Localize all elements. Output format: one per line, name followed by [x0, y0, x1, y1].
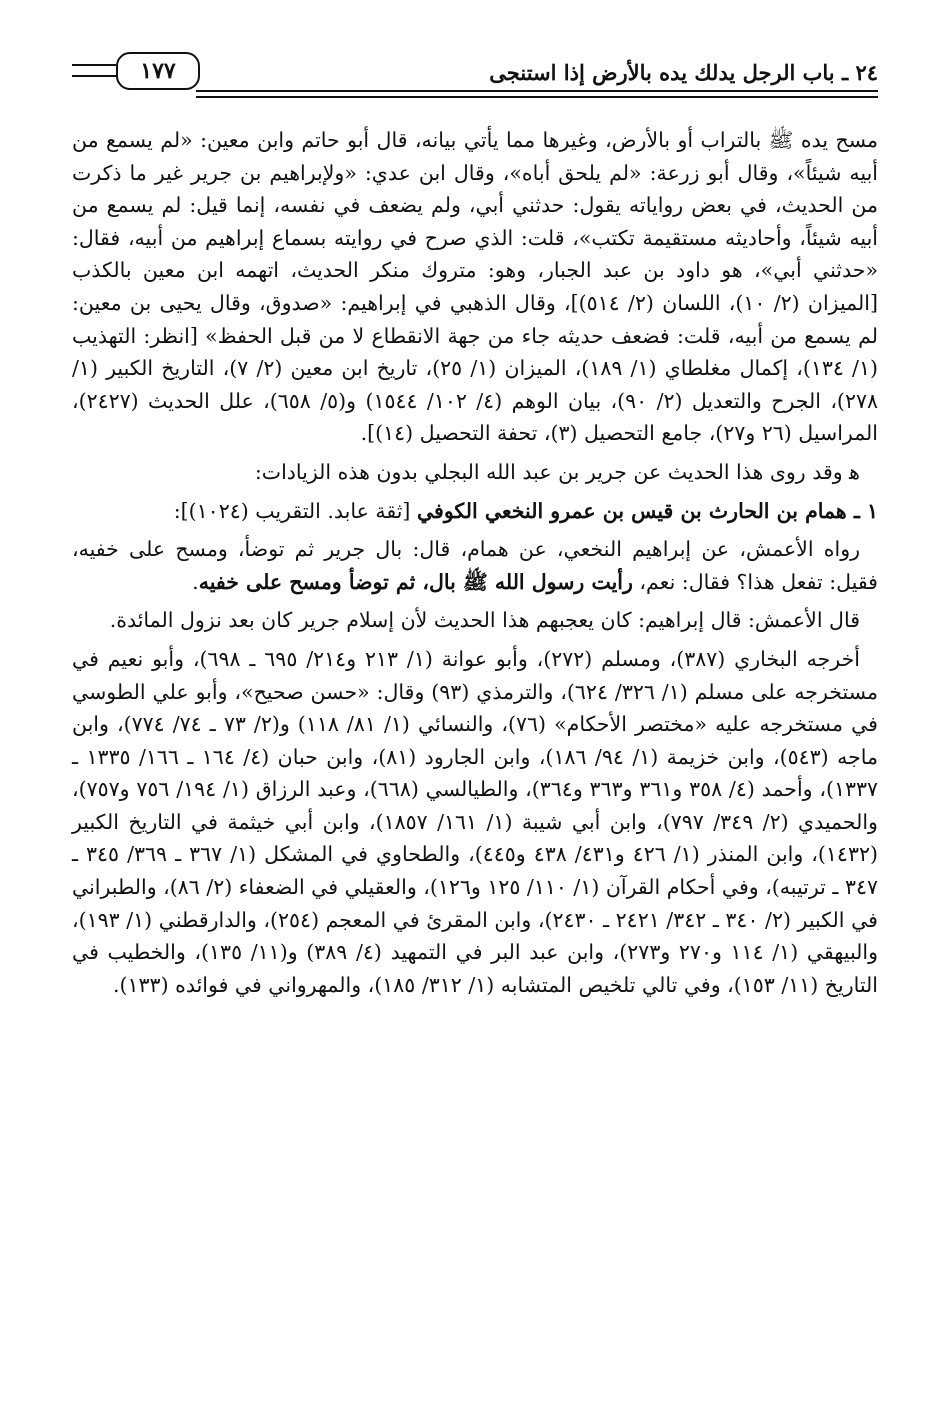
chapter-title: ٢٤ ـ باب الرجل يدلك يده بالأرض إذا استنجى [489, 60, 878, 85]
hadith-chain: رواه الأعمش، عن إبراهيم النخعي، عن همام، قال: بال جرير ثم توضأ، ومسح على خفيه، فقيل: تفعل هذا؟ فقال: نعم، [72, 537, 878, 594]
paragraph-comment: قال الأعمش: قال إبراهيم: كان يعجبهم هذا الحديث لأن إسلام جرير كان بعد نزول المائدة. [109, 608, 860, 633]
paragraph-narrator-critique: مسح يده ﷺ بالتراب أو بالأرض، وغيرها مما يأتي بيانه، قال أبو حاتم وابن معين: «لم يسمع من أبيه شيئاً»، وقال أبو زرعة: «لم يلحق أباه»، وقال ابن عدي: «ولإبراهيم بن جرير غير ما ذكرت من الحديث، في بعض رواياته يقول: حدثني أبي، ولم يضعف في نفسه، إنما قيل: لم يسمع من أبيه شيئاً، وأحاديثه مستقيمة تكتب»، قلت: الذي صرح في روايته بسماع إبراهيم من أبيه، فقال: «حدثني أبي»، هو داود بن عبد الجبار، وهو: متروك منكر الحديث، اتهمه ابن معين بالكذب [الميزان (٢/ ١٠)، اللسان (٢/ ٥١٤)]، وقال الذهبي في إبراهيم: «صدوق، وقال يحيى بن معين: لم يسمع من أبيه، قلت: فضعف حديثه جاء من جهة الانقطاع لا من قبل الحفظ» [انظر: التهذيب (١/ ١٣٤)، إكمال مغلطاي (١/ ١٨٩)، الميزان (١/ ٢٥)، تاريخ ابن معين (٢/ ٧)، التاريخ الكبير (١/ ٢٧٨)، الجرح والتعديل (٢/ ٩٠)، بيان الوهم (٤/ ١٠٢/ ١٥٤٤) و(٥/ ٦٥٨)، علل الحديث (٢٤٢٧)، المراسيل (٢٦ و٢٧)، جامع التحصيل (٣)، تحفة التحصيل (١٤)]. [72, 128, 878, 446]
narrator-name: ١ ـ همام بن الحارث بن قيس بن عمرو النخعي الكوفي [416, 498, 878, 523]
paragraph-note: ﻫ وقد روى هذا الحديث عن جرير بن عبد الله البجلي بدون هذه الزيادات: [254, 459, 860, 484]
paragraph-takhrij: أخرجه البخاري (٣٨٧)، ومسلم (٢٧٢)، وأبو عوانة (١/ ٢١٣ و٢١٤/ ٦٩٥ ـ ٦٩٨)، وأبو نعيم في مستخرجه على مسلم (١/ ٣٢٦/ ٦٢٤)، والترمذي (٩٣) وقال: «حسن صحيح»، وأبو علي الطوسي في مستخرجه عليه «مختصر الأحكام» (٧٦)، والنسائي (١/ ٨١/ ١١٨) و(٢/ ٧٣ ـ ٧٤/ ٧٧٤)، وابن ماجه (٥٤٣)، وابن خزيمة (١/ ٩٤/ ١٨٦)، وابن الجارود (٨١)، وابن حبان (٤/ ١٦٤ ـ ١٦٦/ ١٣٣٥ ـ ١٣٣٧)، وأحمد (٤/ ٣٥٨ و٣٦١ و٣٦٣ و٣٦٤)، والطيالسي (٦٦٨)، وعبد الرزاق (١/ ١٩٤/ ٧٥٦ و٧٥٧)، والحميدي (٢/ ٣٤٩/ ٧٩٧)، وابن أبي شيبة (١/ ١٦١/ ١٨٥٧)، وابن أبي خيثمة في التاريخ الكبير (١٤٣٢)، وابن المنذر (١/ ٤٢٦ و٤٣١/ ٤٣٨ و٤٤٥)، والطحاوي في المشكل (١/ ٣٦٧ ـ ٣٦٩/ ٣٤٥ ـ ٣٤٧ ـ ترتيبه)، وفي أحكام القرآن (١/ ١١٠/ ١٢٥ و١٢٦)، والعقيلي في الضعفاء (٢/ ٨٦)، والطبراني في الكبير (٢/ ٣٤٠ ـ ٣٤٢/ ٢٤٢١ ـ ٢٤٣٠)، وابن المقرئ في المعجم (٢٥٤)، والدارقطني (١/ ١٩٣)، والبيهقي (١/ ١١٤ و٢٧٠ و٢٧٣)، وابن عبد البر في التمهيد (٤/ ٣٨٩) و(١١/ ١٣٥)، والخطيب في التاريخ (١١/ ١٥٣)، وفي تالي تلخيص المتشابه (١/ ٣١٢/ ١٨٥)، والمهرواني في فوائده (١٣٣). [72, 646, 879, 997]
paragraph-narrator-heading [72, 495, 878, 528]
page-header [72, 40, 878, 110]
page-body [72, 124, 878, 1380]
hadith-end: . [192, 569, 199, 594]
page-number: ١٧٧ [116, 52, 200, 90]
narrator-grade: [ثقة عابد. التقريب (١٠٢٤)]: [173, 498, 417, 523]
header-rule-right [196, 90, 878, 98]
hadith-matn: رأيت رسول الله ﷺ بال، ثم توضأ ومسح على خفيه [198, 569, 633, 594]
paragraph-hadith-text [72, 533, 878, 598]
header-rule-left [72, 64, 116, 77]
